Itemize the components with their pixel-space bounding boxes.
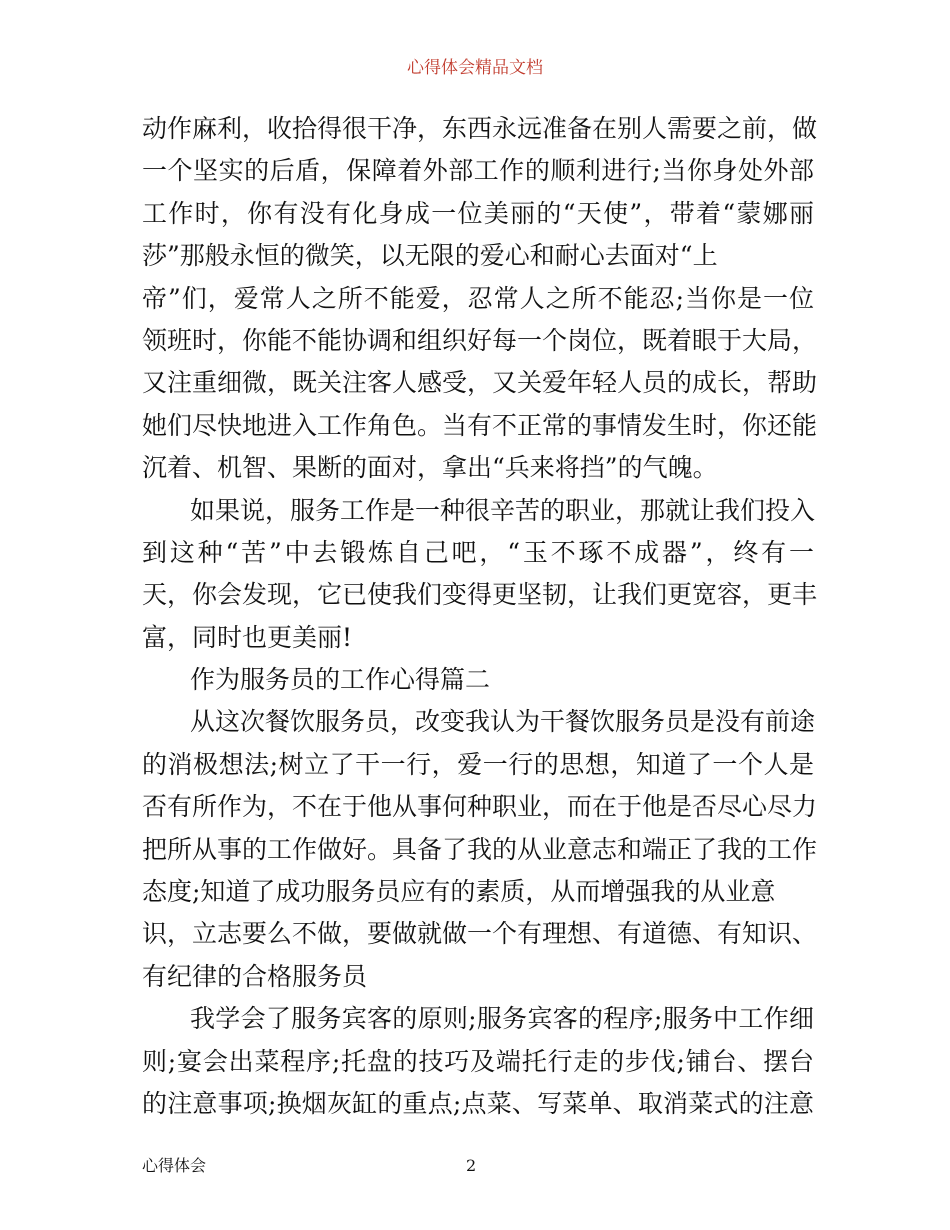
document-body [142, 108, 818, 1125]
text-line: 我学会了服务宾客的原则;服务宾客的程序;服务中工作细 [190, 1004, 814, 1034]
text-line: 沉着、机智、果断的面对，拿出“兵来将挡”的气魄。 [142, 453, 718, 483]
text-line: 她们尽快地进入工作角色。当有不正常的事情发生时，你还能 [142, 410, 818, 440]
text-line: 识，立志要么不做，要做就做一个有理想、有道德、有知识、 [142, 919, 818, 949]
text-line: 动作麻利，收拾得很干净，东西永远准备在别人需要之前，做 [142, 114, 818, 143]
text-line: 如果说，服务工作是一种很辛苦的职业，那就让我们投入 [190, 495, 816, 525]
section-heading: 作为服务员的工作心得篇二 [190, 665, 491, 695]
text-line: 一个坚实的后盾，保障着外部工作的顺利进行;当你身处外部 [142, 156, 814, 186]
text-line: 莎”那般永恒的微笑，以无限的爱心和耐心去面对“上 [142, 241, 718, 271]
text-line: 帝”们，爱常人之所不能爱，忍常人之所不能忍;当你是一位 [142, 283, 814, 313]
text-line: 的注意事项;换烟灰缸的重点;点菜、写菜单、取消菜式的注意 [142, 1088, 814, 1118]
page-header-title: 心得体会精品文档 [407, 58, 543, 78]
text-line: 天，你会发现，它已使我们变得更坚韧，让我们更宽容，更丰 [142, 580, 818, 610]
text-line: 领班时，你能不能协调和组织好每一个岗位，既着眼于大局， [142, 325, 818, 355]
text-line: 态度;知道了成功服务员应有的素质，从而增强我的从业意 [142, 877, 776, 907]
page-number: 2 [466, 1156, 477, 1175]
text-line: 则;宴会出菜程序;托盘的技巧及端托行走的步伐;铺台、摆台 [142, 1046, 814, 1076]
text-line: 从这次餐饮服务员，改变我认为干餐饮服务员是没有前途 [190, 707, 816, 737]
text-line: 的消极想法;树立了干一行，爱一行的思想，知道了一个人是 [142, 749, 814, 779]
text-line: 到这种“苦”中去锻炼自己吧，“玉不琢不成器”，终有一 [142, 537, 814, 567]
text-line: 工作时，你有没有化身成一位美丽的“天使”，带着“蒙娜丽 [142, 198, 814, 228]
text-line: 否有所作为，不在于他从事何种职业，而在于他是否尽心尽力 [142, 792, 818, 822]
footer-label: 心得体会 [142, 1156, 207, 1175]
text-line: 把所从事的工作做好。具备了我的从业意志和端正了我的工作 [142, 834, 818, 864]
text-line: 又注重细微，既关注客人感受，又关爱年轻人员的成长，帮助 [142, 368, 818, 398]
text-line: 富，同时也更美丽! [142, 622, 353, 652]
text-line: 有纪律的合格服务员 [142, 961, 368, 991]
